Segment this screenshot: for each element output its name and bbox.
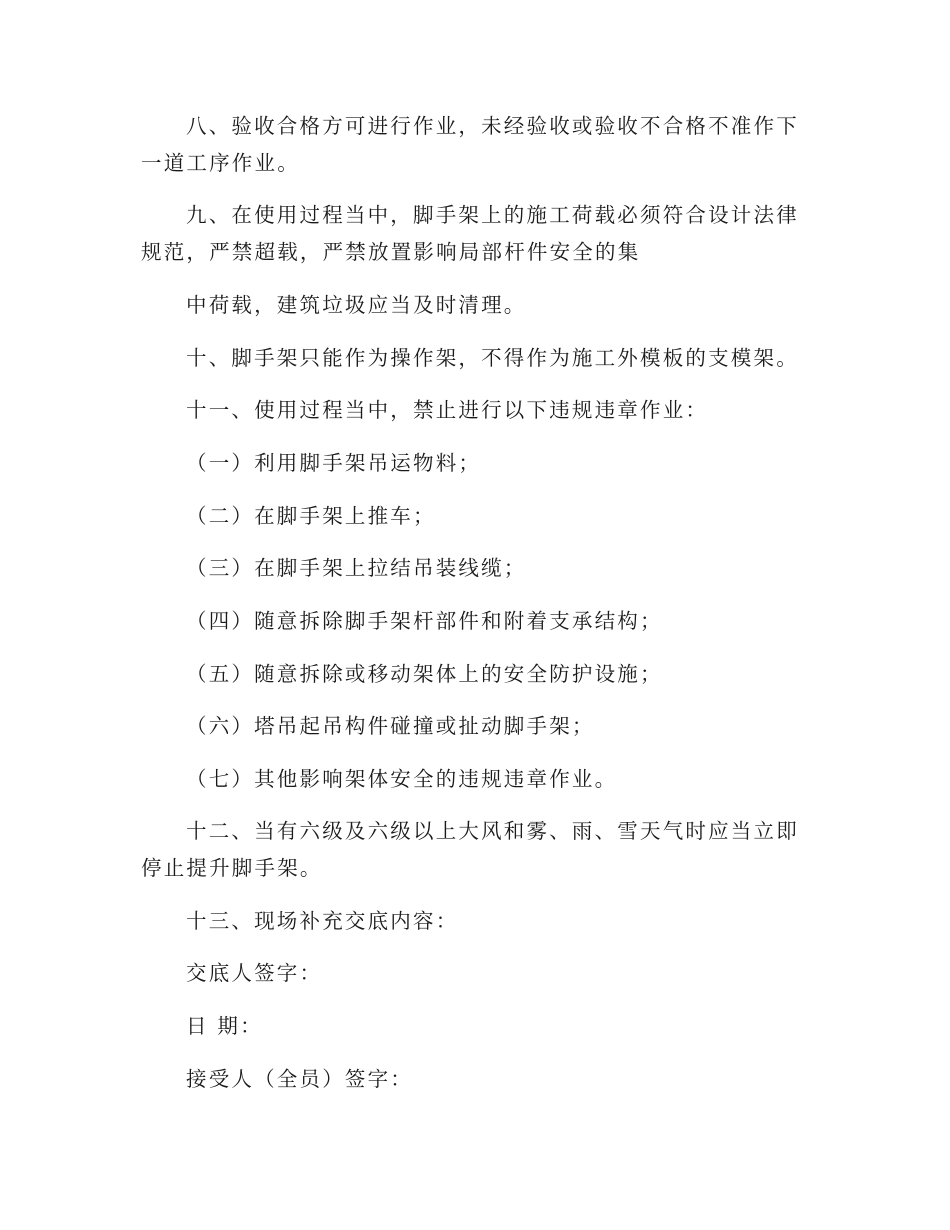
list-item-6: （六）塔吊起吊构件碰撞或扯动脚手架； — [186, 714, 595, 738]
paragraph-11: 十一、使用过程当中，禁止进行以下违规违章作业： — [186, 398, 709, 422]
paragraph-12: 十二、当有六级及六级以上大风和雾、雨、雪天气时应当立即停止提升脚手架。 — [141, 819, 799, 880]
list-item-1: （一）利用脚手架吊运物料； — [186, 451, 482, 475]
signature-receiver-label: 接受人（全员）签字： — [186, 1067, 413, 1091]
list-item-7: （七）其他影响架体安全的违规违章作业。 — [186, 767, 618, 791]
paragraph-9: 九、在使用过程当中，脚手架上的施工荷载必须符合设计法律规范，严禁超载，严禁放置影响局部杆件安全的集 — [141, 203, 799, 264]
list-item-5: （五）随意拆除或移动架体上的安全防护设施； — [186, 662, 663, 686]
paragraph-8: 八、验收合格方可进行作业，未经验收或验收不合格不准作下一道工序作业。 — [141, 114, 799, 175]
list-item-4: （四）随意拆除脚手架杆部件和附着支承结构； — [186, 609, 663, 633]
date-label: 日 期： — [186, 1014, 263, 1038]
paragraph-13: 十三、现场补充交底内容： — [186, 909, 459, 933]
list-item-2: （二）在脚手架上推车； — [186, 504, 436, 528]
list-item-3: （三）在脚手架上拉结吊装线缆； — [186, 556, 527, 580]
paragraph-10: 十、脚手架只能作为操作架，不得作为施工外模板的支模架。 — [186, 346, 799, 370]
signature-giver-label: 交底人签字： — [186, 961, 323, 985]
paragraph-9-continued: 中荷载，建筑垃圾应当及时清理。 — [186, 293, 527, 317]
